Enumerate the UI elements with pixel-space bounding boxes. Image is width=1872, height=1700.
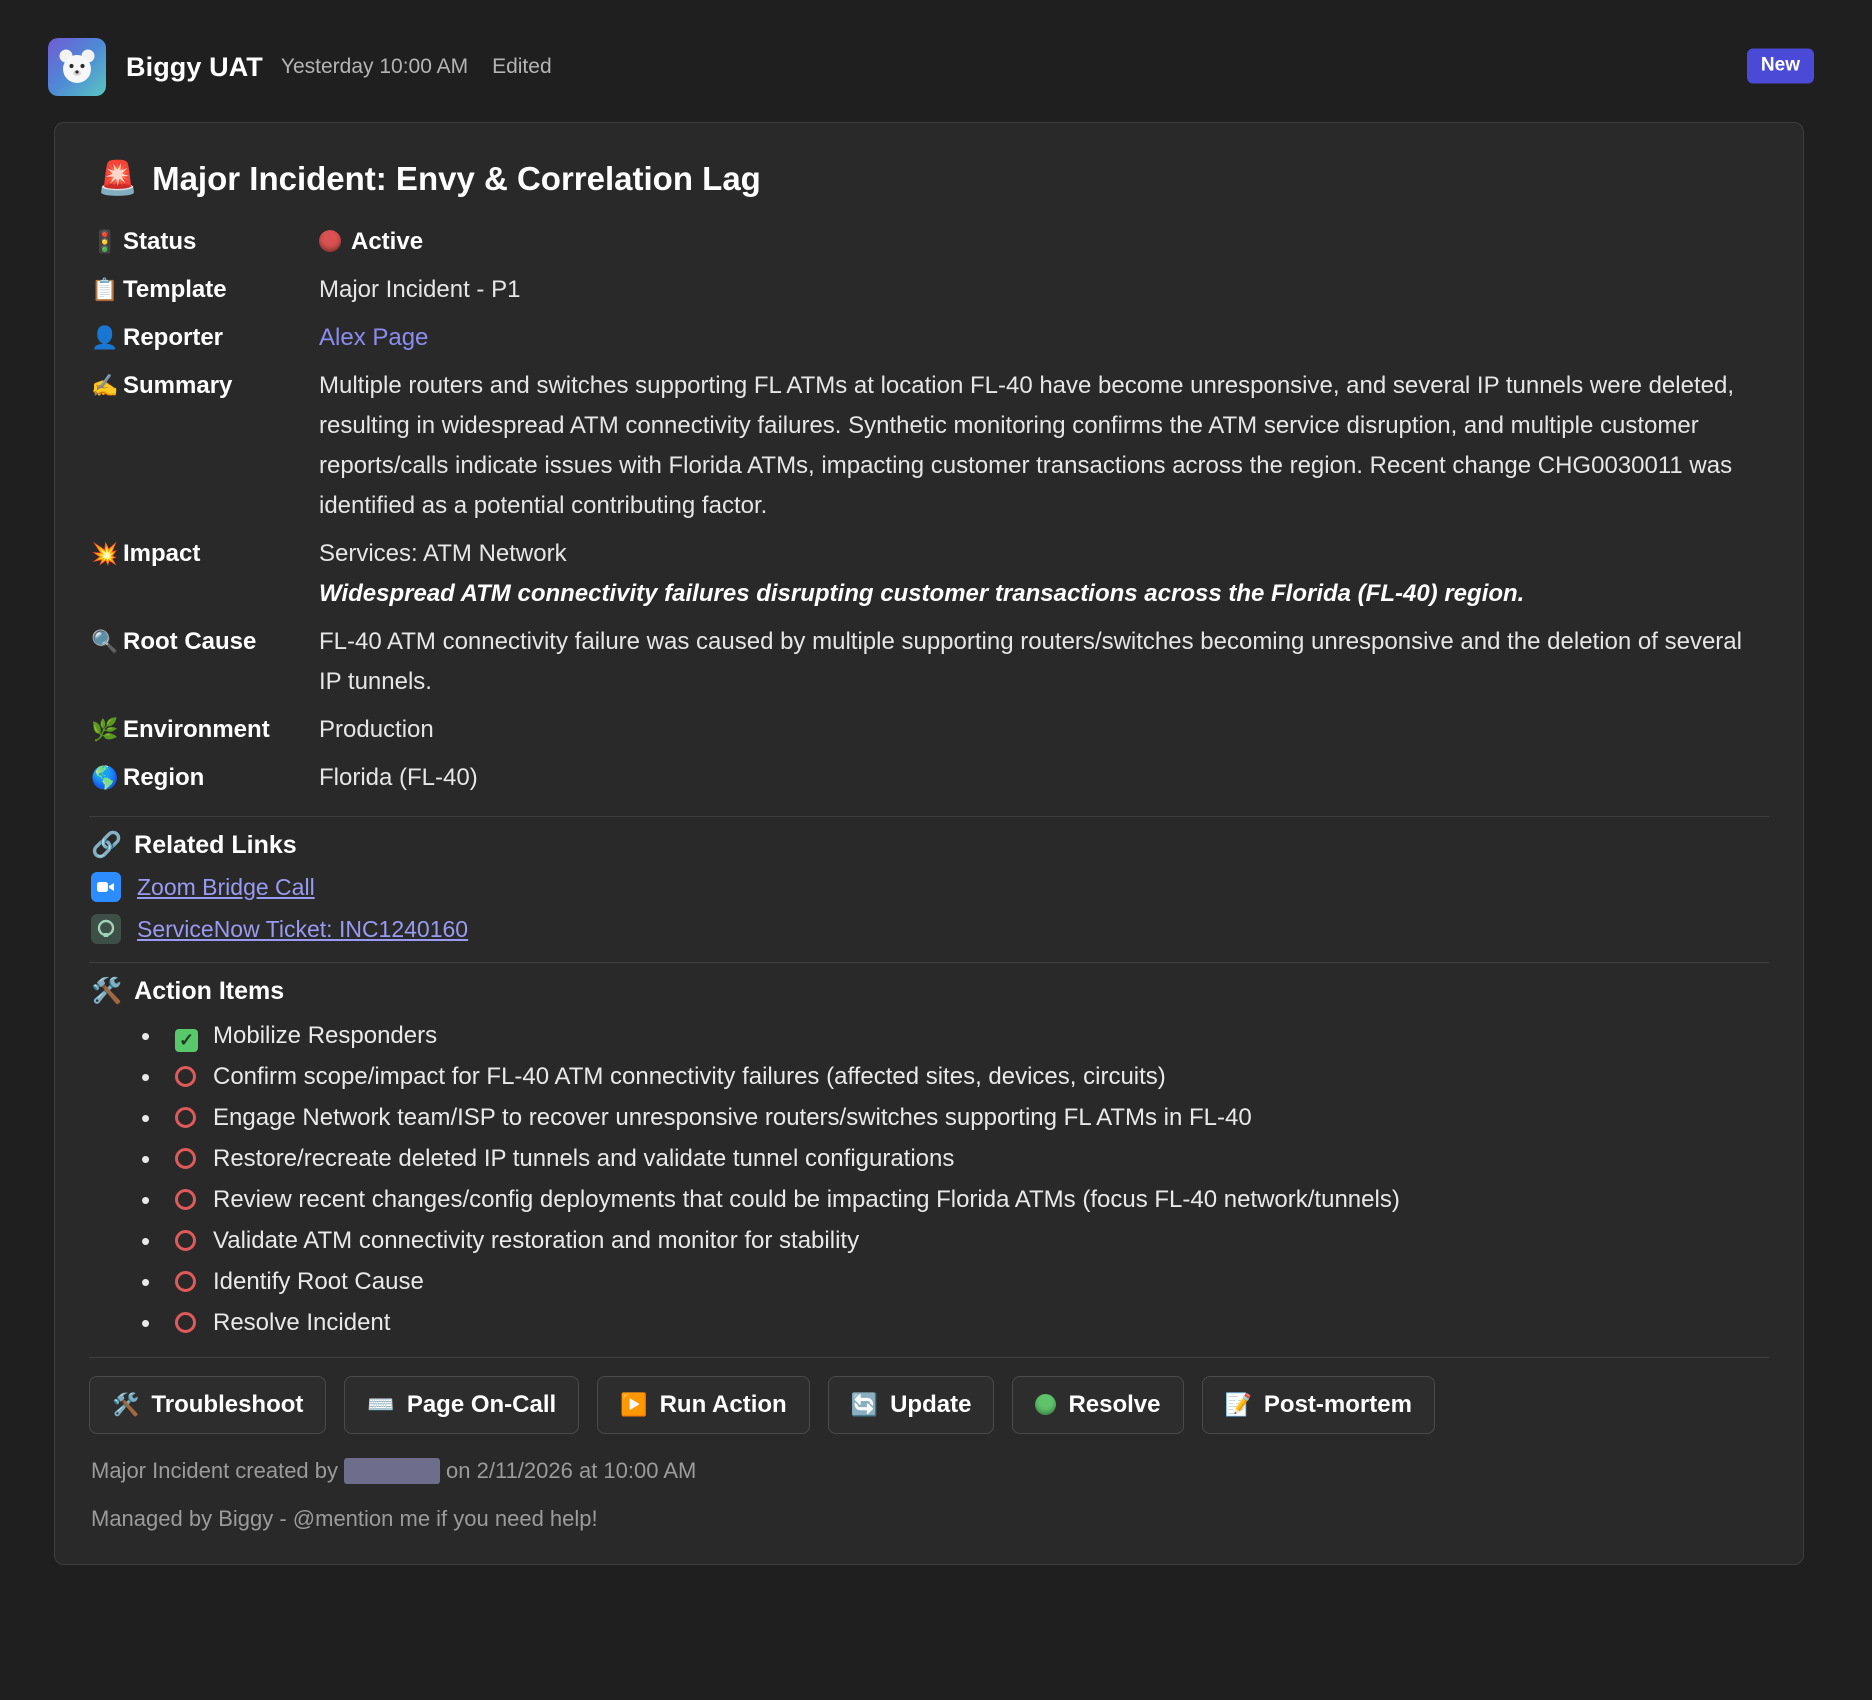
status-badge (319, 230, 341, 252)
magnifier-icon: 🔍 (91, 629, 119, 654)
card-title-text: Major Incident: Envy & Correlation Lag (152, 159, 761, 197)
action-items-heading (91, 977, 1769, 1006)
related-links-title: Related Links (134, 831, 297, 859)
field-label-root-cause: Root Cause (123, 628, 257, 655)
sender-name: Biggy UAT (126, 51, 263, 82)
divider (89, 962, 1769, 963)
created-by-suffix: on 2/11/2026 at 10:00 AM (446, 1458, 697, 1483)
action-item-label: Restore/recreate deleted IP tunnels and validate tunnel configurations (213, 1145, 955, 1172)
troubleshoot-button-label: Troubleshoot (151, 1391, 304, 1418)
traffic-light-icon: 🚦 (91, 229, 119, 254)
list-item[interactable] (141, 1020, 1769, 1052)
field-environment (89, 710, 1769, 750)
list-item[interactable] (141, 1143, 1769, 1175)
field-label-impact: Impact (123, 540, 201, 567)
clipboard-icon: 📋 (91, 277, 119, 302)
incident-card (54, 122, 1804, 1565)
field-impact (89, 534, 1769, 614)
field-reporter (89, 318, 1769, 358)
action-item-label: Resolve Incident (213, 1309, 391, 1336)
troubleshoot-button[interactable] (89, 1376, 326, 1434)
checkbox-open-icon[interactable] (175, 1143, 213, 1175)
new-badge: New (1747, 49, 1814, 84)
play-icon: ▶️ (620, 1392, 648, 1417)
resolve-button-label: Resolve (1068, 1391, 1161, 1418)
update-button[interactable] (828, 1376, 995, 1434)
bullet-icon: • (141, 1103, 151, 1133)
field-label-template: Template (123, 276, 227, 303)
memo-icon: 📝 (1224, 1392, 1252, 1417)
list-item[interactable] (141, 1225, 1769, 1257)
managed-by-note: Managed by Biggy - @mention me if you need help! (91, 1506, 598, 1531)
post-mortem-button-label: Post-mortem (1263, 1391, 1412, 1418)
field-summary (89, 366, 1769, 526)
run-action-button[interactable] (597, 1376, 810, 1434)
action-item-label: Confirm scope/impact for FL-40 ATM connectivity failures (affected sites, devices, circuits) (213, 1063, 1166, 1090)
checkbox-checked-icon[interactable]: ✓ (175, 1020, 213, 1052)
bullet-icon: • (141, 1308, 151, 1338)
created-by-line (91, 1458, 1769, 1484)
refresh-icon: 🔄 (850, 1392, 879, 1417)
status-text: Active (351, 228, 424, 255)
rotating-light-icon: 🚨 (97, 159, 139, 196)
checkbox-open-icon[interactable] (175, 1307, 213, 1339)
green-circle-icon (1035, 1394, 1056, 1416)
action-item-label: Review recent changes/config deployments that could be impacting Florida ATMs (focus FL-40 network/tunnels) (213, 1186, 1400, 1213)
servicenow-ticket-link[interactable]: ServiceNow Ticket: INC1240160 (137, 915, 469, 942)
link-icon: 🔗 (91, 831, 123, 859)
page-title (97, 159, 1769, 198)
list-item[interactable] (141, 1307, 1769, 1339)
action-item-label: Validate ATM connectivity restoration and monitor for stability (213, 1227, 860, 1254)
field-value-region: Florida (FL-40) (319, 764, 478, 791)
bullet-icon: • (141, 1021, 151, 1051)
message-timestamp: Yesterday 10:00 AM (280, 55, 469, 78)
checkbox-open-icon[interactable] (175, 1184, 213, 1216)
divider (89, 816, 1769, 817)
field-value-root-cause: FL-40 ATM connectivity failure was caused by multiple supporting routers/switches becoming unresponsive and the deletion of several IP tunnels. (319, 628, 1742, 695)
bullet-icon: • (141, 1185, 151, 1215)
related-links-heading (91, 831, 1769, 860)
zoom-bridge-call-link[interactable]: Zoom Bridge Call (137, 873, 315, 900)
message-header (22, 18, 1850, 114)
bullet-icon: • (141, 1226, 151, 1256)
list-item[interactable] (141, 1061, 1769, 1093)
checkbox-open-icon[interactable] (175, 1102, 213, 1134)
update-button-label: Update (890, 1391, 972, 1418)
field-label-summary: Summary (123, 372, 233, 399)
bullet-icon: • (141, 1267, 151, 1297)
impact-description: Widespread ATM connectivity failures disrupting customer transactions across the Florida (FL-40) region. (319, 580, 1525, 607)
list-item[interactable] (141, 1184, 1769, 1216)
post-mortem-button[interactable] (1202, 1376, 1435, 1434)
field-value-environment: Production (319, 716, 434, 743)
writing-hand-icon: ✍️ (91, 373, 119, 398)
action-button-row (89, 1376, 1769, 1434)
edited-label: Edited (492, 55, 552, 78)
created-by-prefix: Major Incident created by (91, 1458, 339, 1483)
related-link-zoom[interactable] (91, 872, 1769, 902)
bullet-icon: • (141, 1062, 151, 1092)
page-on-call-button[interactable] (344, 1376, 579, 1434)
tools-icon: 🛠️ (112, 1392, 140, 1417)
keyboard-icon: ⌨️ (367, 1392, 395, 1417)
checkbox-open-icon[interactable] (175, 1266, 213, 1298)
person-icon: 👤 (91, 325, 119, 350)
resolve-button[interactable] (1012, 1376, 1183, 1434)
bullet-icon: • (141, 1144, 151, 1174)
field-label-region: Region (123, 764, 205, 791)
impact-services: Services: ATM Network (319, 540, 567, 567)
action-items-list (89, 1020, 1769, 1339)
action-item-label: Identify Root Cause (213, 1268, 424, 1295)
related-link-servicenow[interactable] (91, 914, 1769, 944)
reporter-link[interactable]: Alex Page (319, 324, 429, 351)
bear-avatar-icon (48, 38, 106, 96)
action-item-label: Engage Network team/ISP to recover unresponsive routers/switches supporting FL ATMs in FL-40 (213, 1104, 1252, 1131)
divider (89, 1357, 1769, 1358)
field-value-template: Major Incident - P1 (319, 276, 521, 303)
list-item[interactable] (141, 1266, 1769, 1298)
collision-icon: 💥 (91, 541, 119, 566)
field-label-reporter: Reporter (123, 324, 224, 351)
action-items-title: Action Items (134, 977, 285, 1005)
field-region (89, 758, 1769, 798)
checkbox-open-icon[interactable] (175, 1225, 213, 1257)
action-item-label: Mobilize Responders (213, 1022, 438, 1049)
video-camera-icon (91, 872, 121, 902)
field-label-environment: Environment (123, 716, 270, 743)
field-template (89, 270, 1769, 310)
redacted-user-name (344, 1458, 440, 1484)
servicenow-icon (91, 914, 121, 944)
field-status (89, 222, 1769, 262)
run-action-button-label: Run Action (659, 1391, 787, 1418)
page-on-call-button-label: Page On-Call (406, 1391, 557, 1418)
field-value-summary: Multiple routers and switches supporting FL ATMs at location FL-40 have become unresponsive, and several IP tunnels were deleted, resulting in widespread ATM connectivity failures. Synthetic monitoring confirms the ATM service disruption, and multiple customer reports/calls indicate issues with Florida ATMs, impacting customer transactions across the region. Recent change CHG0030011 was identified as a potential contributing factor. (319, 372, 1734, 519)
tools-icon: 🛠️ (91, 977, 123, 1005)
herb-icon: 🌿 (91, 717, 119, 742)
field-value-impact (319, 534, 1769, 614)
globe-icon: 🌎 (91, 765, 119, 790)
field-value-status (319, 222, 1769, 262)
field-label-status: Status (123, 228, 197, 255)
list-item[interactable] (141, 1102, 1769, 1134)
field-root-cause (89, 622, 1769, 702)
checkbox-open-icon[interactable] (175, 1061, 213, 1093)
incident-fields (89, 222, 1769, 798)
